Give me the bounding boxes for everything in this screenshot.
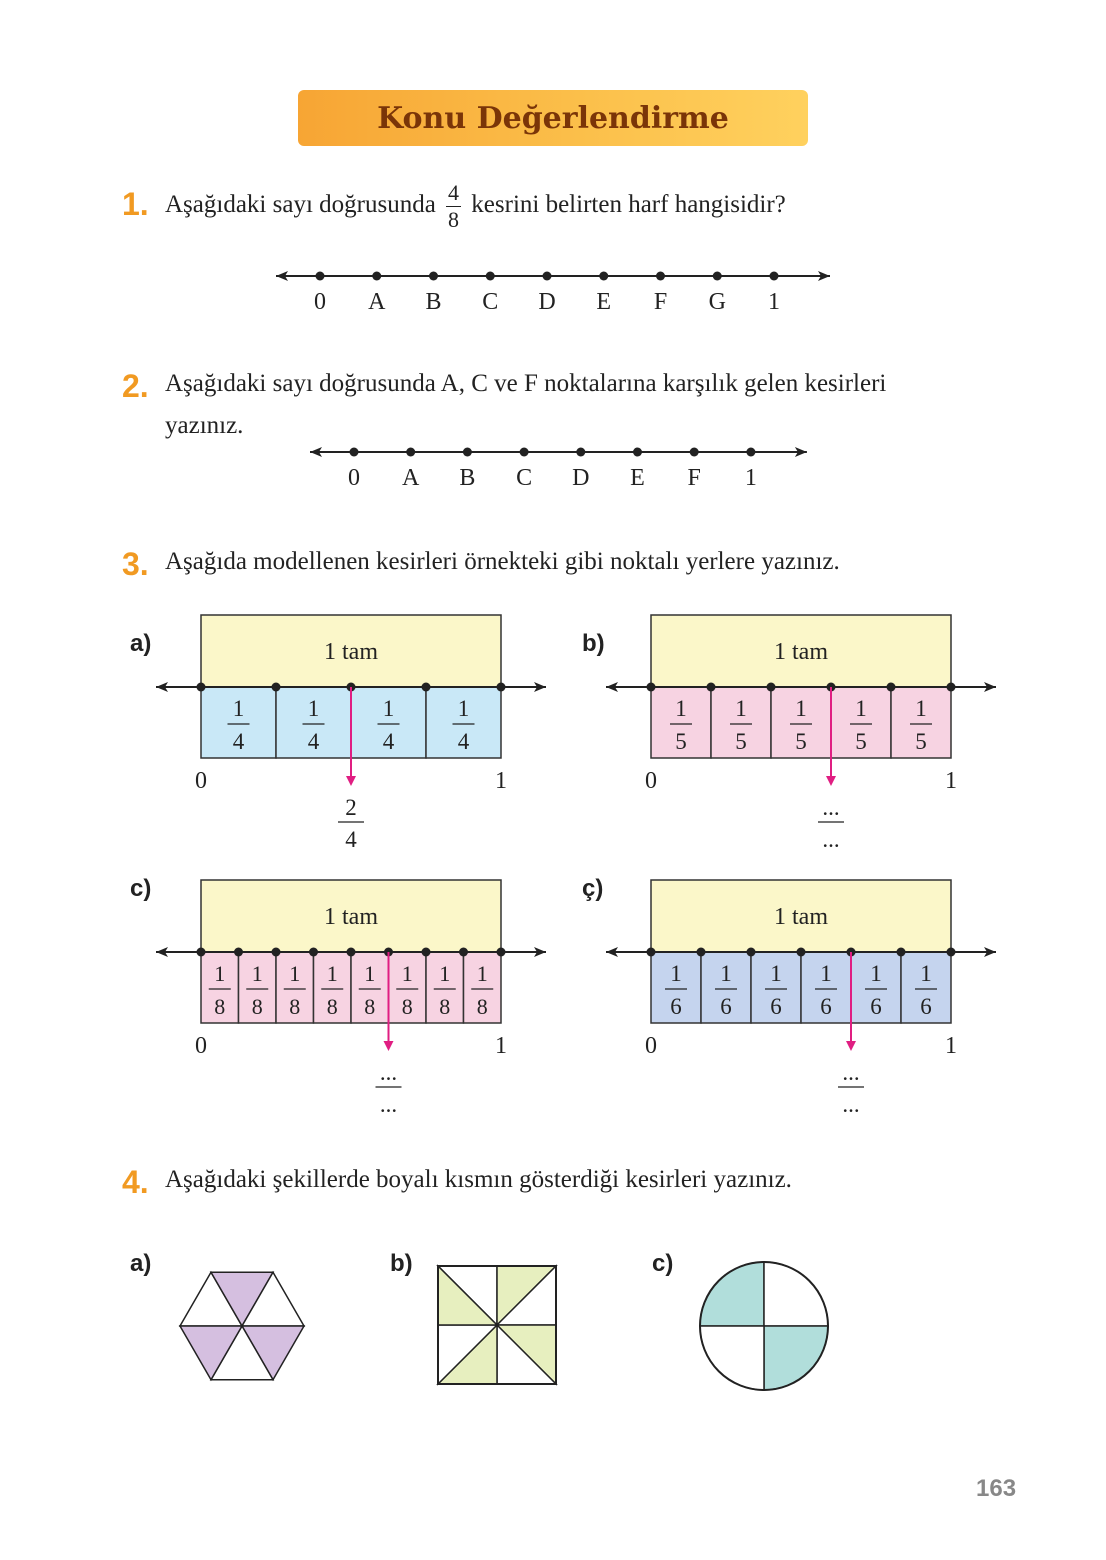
nl1-point-7 (713, 272, 722, 281)
q3-model-3-point-1 (697, 948, 706, 957)
q3-model-2-point-4 (347, 948, 356, 957)
nl2-label-6: F (687, 465, 701, 491)
q3-model-2-part-den-7: 8 (476, 994, 488, 1019)
title-banner (298, 90, 808, 146)
q3-model-0-part-den-0: 4 (232, 729, 245, 754)
q3-model-2-part-num-7: 1 (476, 961, 488, 986)
q3-model-3-point-3 (797, 948, 806, 957)
nl2-point-1 (406, 448, 415, 457)
q3-model-1-point-0 (647, 683, 656, 692)
q3-model-1-part-den-0: 5 (675, 729, 687, 754)
q3-model-2-point-1 (234, 948, 243, 957)
nl1-point-4 (543, 272, 552, 281)
nl2-label-5: E (630, 465, 645, 491)
nl1-point-5 (599, 272, 608, 281)
nl2-point-4 (576, 448, 585, 457)
nl1-label-5: E (596, 289, 612, 315)
q3-model-1-point-4 (887, 683, 896, 692)
q2-line2: yazınız. (165, 412, 244, 439)
nl1-point-2 (429, 272, 438, 281)
nl1-label-6: F (653, 289, 668, 315)
q3-model-2-point-7 (459, 948, 468, 957)
q3-model-1-part-num-3: 1 (855, 696, 867, 721)
q3-model-1-part-den-2: 5 (795, 729, 807, 754)
q3-model-3-part-num-0: 1 (670, 961, 682, 986)
q3-model-2-part-num-0: 1 (214, 961, 226, 986)
q3c-letter: c) (130, 875, 152, 902)
nl2-point-2 (463, 448, 472, 457)
q3-model-2-end-label: 1 (495, 1033, 507, 1059)
q3-model-3-part-den-5: 6 (920, 994, 932, 1019)
q3-model-3-end-label: 1 (945, 1033, 957, 1059)
nl2-point-0 (350, 448, 359, 457)
q1-number-line (270, 260, 840, 320)
nl1-point-1 (372, 272, 381, 281)
q4-text: Aşağıdaki şekillerde boyalı kısmın gösterdiği kesirleri yazınız. (165, 1166, 792, 1193)
q3-model-1-start-label: 0 (645, 768, 657, 794)
q3-model-1-whole-label: 1 tam (774, 639, 828, 665)
q3-model-2-point-6 (422, 948, 431, 957)
q4a-hexagon (176, 1260, 308, 1392)
q1-frac-num: 4 (448, 179, 460, 205)
q3-model-3-point-6 (947, 948, 956, 957)
q3b-fraction-model (600, 610, 1010, 860)
q3-model-1-end-label: 1 (945, 768, 957, 794)
nl2-label-7: 1 (744, 465, 757, 491)
q3-model-0-point-4 (497, 683, 506, 692)
q3-model-0-part-num-3: 1 (457, 696, 470, 721)
nl1-point-6 (656, 272, 665, 281)
q3-model-1-part-num-4: 1 (915, 696, 927, 721)
q3-model-3-part-den-3: 6 (820, 994, 832, 1019)
q3cc-fraction-model (600, 875, 1010, 1125)
q3-number: 3. (122, 546, 149, 582)
q3-model-2-part-den-1: 8 (251, 994, 263, 1019)
q1-fraction (446, 179, 461, 232)
q3-model-1-answer-num: ... (822, 795, 840, 820)
q3-model-0-whole-label: 1 tam (324, 639, 378, 665)
q3cc-letter: ç) (582, 875, 604, 902)
q3-model-2-point-3 (309, 948, 318, 957)
q4b-letter: b) (390, 1250, 413, 1277)
q3-model-0-part-num-1: 1 (307, 696, 320, 721)
q3-model-3-point-2 (747, 948, 756, 957)
q3-model-3-point-0 (647, 948, 656, 957)
q3-model-2-arrow-head (384, 1041, 394, 1051)
q3-text: Aşağıda modellenen kesirleri örnekteki gibi noktalı yerlere yazınız. (165, 548, 840, 575)
q3-model-0-part-den-1: 4 (307, 729, 320, 754)
nl1-point-0 (316, 272, 325, 281)
q3-model-2-part-num-4: 1 (364, 961, 376, 986)
nl1-label-1: A (368, 289, 386, 315)
q2-number-line (300, 436, 815, 496)
q3-model-0-part-num-0: 1 (232, 696, 245, 721)
q3-model-3-part-num-3: 1 (820, 961, 832, 986)
q3-model-1-part-num-0: 1 (675, 696, 687, 721)
q2-number: 2. (122, 368, 149, 404)
nl1-label-2: B (425, 289, 442, 315)
q3-model-2-part-den-0: 8 (214, 994, 226, 1019)
q3-model-0-arrow-head (346, 776, 356, 786)
q3-model-0-point-0 (197, 683, 206, 692)
q4c-circle (696, 1258, 832, 1394)
nl1-point-8 (770, 272, 779, 281)
q3-model-2-part-num-1: 1 (251, 961, 263, 986)
q4a-letter: a) (130, 1250, 152, 1277)
q3-model-0-part-den-2: 4 (382, 729, 395, 754)
q4-number: 4. (122, 1164, 149, 1200)
nl2-point-7 (746, 448, 755, 457)
q3c-fraction-model (150, 875, 560, 1125)
q3a-letter: a) (130, 630, 152, 657)
q3-model-3-answer-den: ... (842, 1092, 860, 1117)
q3-model-3-part-den-4: 6 (870, 994, 882, 1019)
nl2-label-1: A (402, 465, 420, 491)
q3-model-3-whole-label: 1 tam (774, 904, 828, 930)
q3-model-3-part-num-4: 1 (870, 961, 882, 986)
q3-model-2-whole-label: 1 tam (324, 904, 378, 930)
q3-model-3-part-num-5: 1 (920, 961, 932, 986)
nl1-label-7: G (708, 289, 726, 315)
nl2-label-4: D (572, 465, 590, 491)
q3-model-3-part-den-2: 6 (770, 994, 782, 1019)
q3-model-2-part-den-2: 8 (289, 994, 301, 1019)
q3-model-0-answer-den: 4 (345, 827, 357, 852)
q4b-square (434, 1262, 562, 1390)
q3-model-1-part-num-2: 1 (795, 696, 807, 721)
q3-model-3-answer-num: ... (842, 1060, 860, 1085)
q3-model-1-arrow-head (826, 776, 836, 786)
q1-text (165, 176, 786, 234)
q3-model-0-answer-num: 2 (345, 795, 357, 820)
q1-text-before: Aşağıdaki sayı doğrusunda (165, 191, 436, 218)
nl2-label-0: 0 (348, 465, 360, 491)
q3-model-3-part-num-2: 1 (770, 961, 782, 986)
nl1-label-8: 1 (768, 289, 780, 315)
q3-model-3-start-label: 0 (645, 1033, 657, 1059)
q3-model-2-part-num-3: 1 (326, 961, 338, 986)
q3-model-3-arrow-head (846, 1041, 856, 1051)
q3-model-1-answer-den: ... (822, 827, 840, 852)
q3b-letter: b) (582, 630, 605, 657)
q1-number: 1. (122, 186, 149, 222)
nl1-point-3 (486, 272, 495, 281)
nl2-point-6 (690, 448, 699, 457)
page-title: Konu Değerlendirme (377, 100, 729, 136)
nl2-label-2: B (459, 465, 476, 491)
q3-model-1-part-den-3: 5 (855, 729, 867, 754)
nl1-label-3: C (482, 289, 499, 315)
q3-model-1-part-den-4: 5 (915, 729, 927, 754)
q3-model-0-start-label: 0 (195, 768, 207, 794)
q1-frac-den: 8 (448, 206, 460, 232)
q3-model-1-part-den-1: 5 (735, 729, 747, 754)
nl2-label-3: C (516, 465, 533, 491)
q3-model-0-part-num-2: 1 (382, 696, 395, 721)
q3-model-2-part-num-2: 1 (289, 961, 301, 986)
nl2-point-5 (633, 448, 642, 457)
q3-model-3-part-den-0: 6 (670, 994, 682, 1019)
q3-model-0-part-den-3: 4 (457, 729, 470, 754)
q3-model-0-point-1 (272, 683, 281, 692)
q3-model-2-point-0 (197, 948, 206, 957)
q3-model-1-point-1 (707, 683, 716, 692)
q4c-letter: c) (652, 1250, 674, 1277)
q3-model-2-part-num-5: 1 (401, 961, 413, 986)
q3-model-2-answer-den: ... (379, 1092, 398, 1117)
q3-model-2-start-label: 0 (195, 1033, 207, 1059)
q3-model-3-point-5 (897, 948, 906, 957)
q3-model-2-part-den-6: 8 (439, 994, 451, 1019)
q3a-fraction-model (150, 610, 560, 860)
q3-model-2-point-2 (272, 948, 281, 957)
q3-model-2-part-den-5: 8 (401, 994, 413, 1019)
q3-model-3-part-den-1: 6 (720, 994, 732, 1019)
q3-model-2-point-8 (497, 948, 506, 957)
nl1-label-0: 0 (314, 289, 326, 315)
q3-model-1-point-5 (947, 683, 956, 692)
q3-model-1-point-2 (767, 683, 776, 692)
q3-model-2-part-den-4: 8 (364, 994, 376, 1019)
q3-model-0-point-3 (422, 683, 431, 692)
q3-model-3-part-num-1: 1 (720, 961, 732, 986)
q3-model-1-part-num-1: 1 (735, 696, 747, 721)
q3-model-2-part-num-6: 1 (439, 961, 451, 986)
nl1-label-4: D (538, 289, 556, 315)
q3-model-0-end-label: 1 (495, 768, 507, 794)
nl2-point-3 (520, 448, 529, 457)
q2-line1: Aşağıdaki sayı doğrusunda A, C ve F noktalarına karşılık gelen kesirleri (165, 370, 887, 397)
q3-model-2-part-den-3: 8 (326, 994, 338, 1019)
q1-text-after: kesrini belirten harf hangisidir? (471, 191, 786, 218)
q3-model-2-answer-num: ... (379, 1060, 398, 1085)
page-number: 163 (976, 1475, 1017, 1502)
